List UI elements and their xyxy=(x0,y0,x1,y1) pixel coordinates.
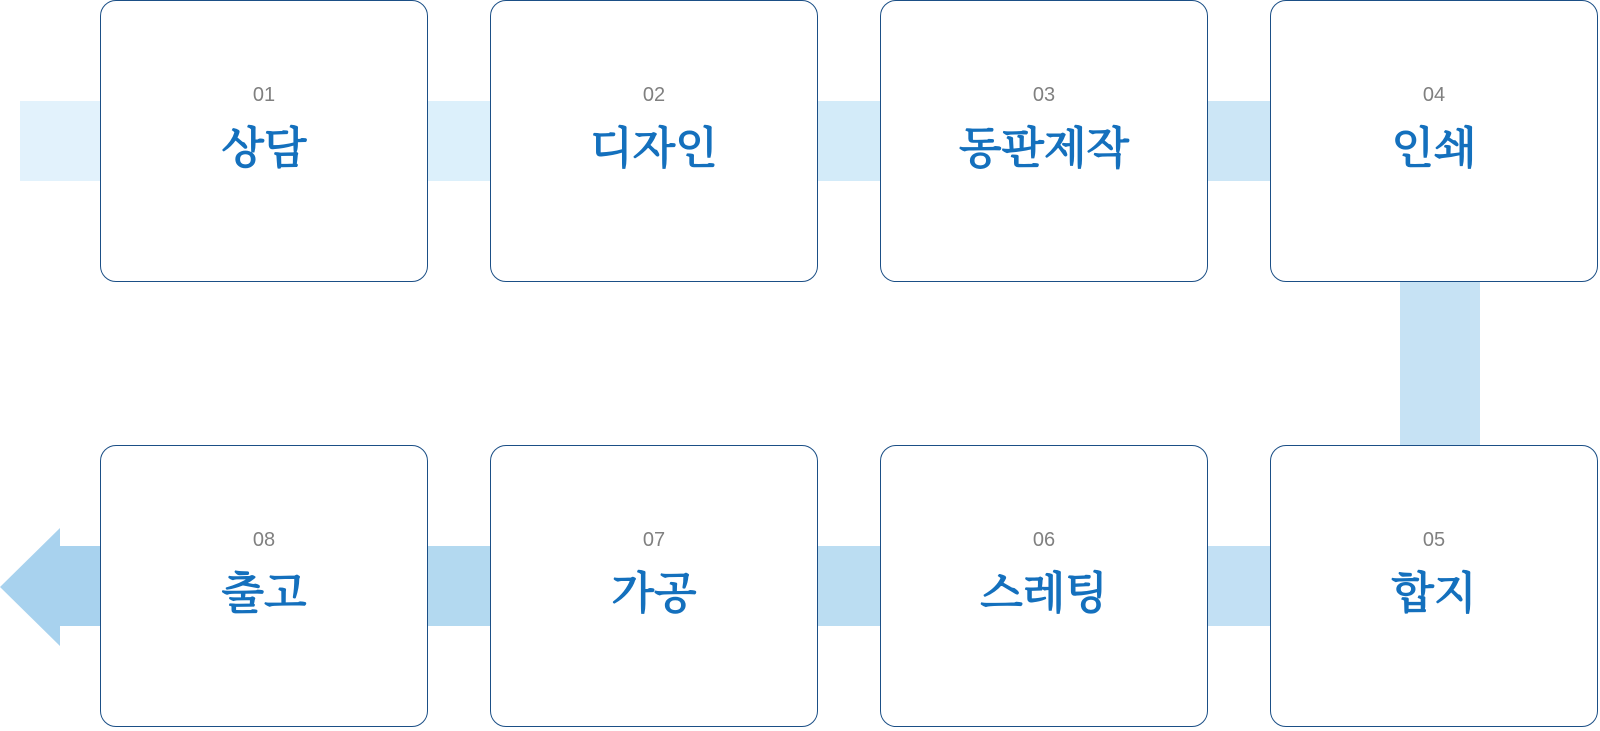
step-box-04 xyxy=(1270,0,1598,282)
step-label: 스레팅 xyxy=(980,568,1108,619)
step-number: 03 xyxy=(1032,84,1056,106)
exit-arrow-icon xyxy=(0,528,104,646)
step-label: 합지 xyxy=(1391,568,1477,619)
step-box-03 xyxy=(880,0,1208,282)
step-label: 출고 xyxy=(221,568,307,619)
step-number: 01 xyxy=(252,84,276,106)
step-label: 인쇄 xyxy=(1391,123,1477,174)
connector-04-05 xyxy=(1400,282,1480,450)
step-number: 05 xyxy=(1422,529,1446,551)
connector-03-04 xyxy=(1206,101,1274,181)
step-box-08 xyxy=(100,445,428,727)
step-label: 동판제작 xyxy=(958,123,1129,174)
step-number: 08 xyxy=(252,529,276,551)
step-box-05 xyxy=(1270,445,1598,727)
step-label: 가공 xyxy=(611,568,697,619)
step-box-02 xyxy=(490,0,818,282)
step-number: 02 xyxy=(642,84,666,106)
step-number: 04 xyxy=(1422,84,1446,106)
step-box-07 xyxy=(490,445,818,727)
step-box-06 xyxy=(880,445,1208,727)
step-number: 07 xyxy=(642,529,666,551)
connector-06-07 xyxy=(816,546,884,626)
connector-05-06 xyxy=(1206,546,1274,626)
connector-02-03 xyxy=(816,101,884,181)
connector-start-01 xyxy=(20,101,104,181)
step-number: 06 xyxy=(1032,529,1056,551)
connector-07-08 xyxy=(426,546,494,626)
connector-01-02 xyxy=(426,101,494,181)
step-label: 디자인 xyxy=(590,123,718,174)
step-label: 상담 xyxy=(221,123,307,174)
step-box-01 xyxy=(100,0,428,282)
